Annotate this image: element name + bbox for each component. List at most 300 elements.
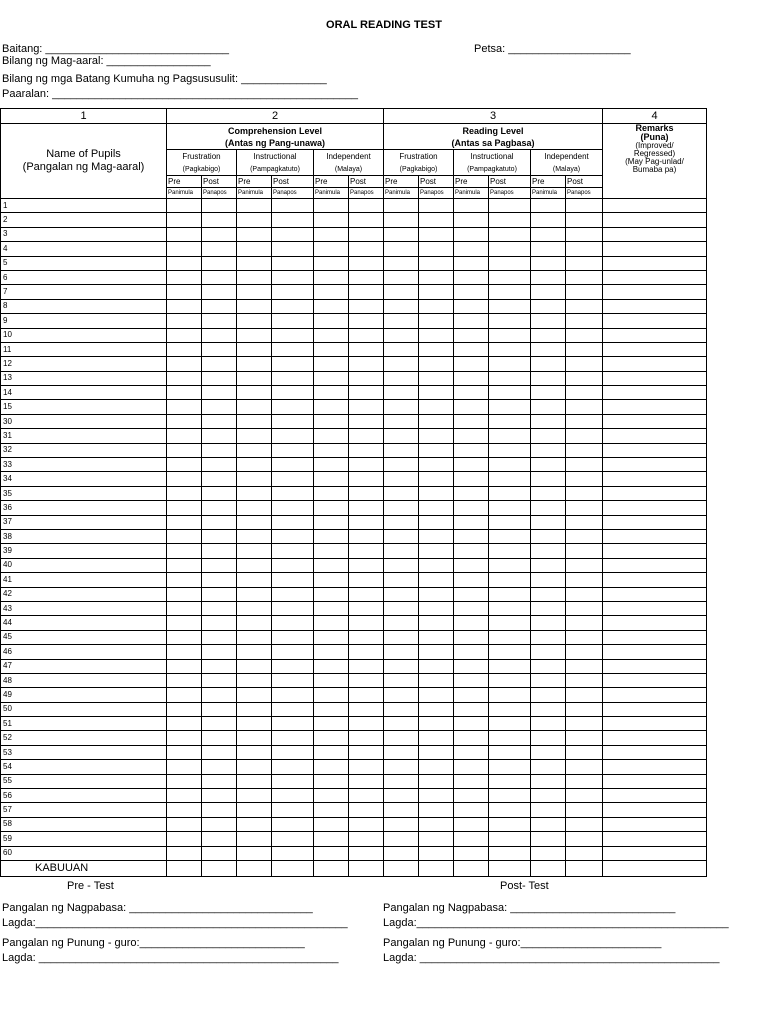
score-cell[interactable]	[237, 645, 272, 659]
total-cell[interactable]	[349, 860, 384, 876]
total-cell[interactable]	[566, 860, 603, 876]
score-cell[interactable]	[272, 443, 314, 457]
total-cell[interactable]	[272, 860, 314, 876]
total-cell[interactable]	[167, 860, 202, 876]
score-cell[interactable]	[489, 515, 531, 529]
score-cell[interactable]	[489, 601, 531, 615]
score-cell[interactable]	[384, 199, 419, 213]
score-cell[interactable]	[566, 414, 603, 428]
score-cell[interactable]	[566, 242, 603, 256]
score-cell[interactable]	[566, 429, 603, 443]
score-cell[interactable]	[384, 400, 419, 414]
score-cell[interactable]	[237, 357, 272, 371]
pre-nagpabasa-field[interactable]: Pangalan ng Nagpabasa: ______________________________	[2, 902, 313, 914]
score-cell[interactable]	[202, 745, 237, 759]
score-cell[interactable]	[349, 256, 384, 270]
score-cell[interactable]	[454, 601, 489, 615]
score-cell[interactable]	[314, 731, 349, 745]
score-cell[interactable]	[419, 587, 454, 601]
score-cell[interactable]	[384, 256, 419, 270]
score-cell[interactable]	[419, 472, 454, 486]
score-cell[interactable]	[237, 673, 272, 687]
score-cell[interactable]	[237, 386, 272, 400]
score-cell[interactable]	[349, 846, 384, 860]
score-cell[interactable]	[454, 256, 489, 270]
score-cell[interactable]	[167, 386, 202, 400]
score-cell[interactable]	[202, 414, 237, 428]
score-cell[interactable]	[531, 774, 566, 788]
score-cell[interactable]	[272, 386, 314, 400]
score-cell[interactable]	[454, 573, 489, 587]
score-cell[interactable]	[566, 472, 603, 486]
score-cell[interactable]	[384, 774, 419, 788]
score-cell[interactable]	[314, 357, 349, 371]
score-cell[interactable]	[237, 544, 272, 558]
score-cell[interactable]	[419, 285, 454, 299]
score-cell[interactable]	[272, 645, 314, 659]
score-cell[interactable]	[272, 285, 314, 299]
score-cell[interactable]	[531, 199, 566, 213]
score-cell[interactable]	[603, 630, 707, 644]
score-cell[interactable]	[167, 270, 202, 284]
score-cell[interactable]	[489, 213, 531, 227]
score-cell[interactable]	[603, 199, 707, 213]
score-cell[interactable]	[167, 745, 202, 759]
score-cell[interactable]	[489, 803, 531, 817]
score-cell[interactable]	[489, 702, 531, 716]
score-cell[interactable]	[349, 659, 384, 673]
score-cell[interactable]	[237, 846, 272, 860]
score-cell[interactable]	[454, 774, 489, 788]
score-cell[interactable]	[349, 472, 384, 486]
score-cell[interactable]	[314, 400, 349, 414]
score-cell[interactable]	[349, 774, 384, 788]
score-cell[interactable]	[419, 673, 454, 687]
score-cell[interactable]	[419, 803, 454, 817]
score-cell[interactable]	[167, 630, 202, 644]
score-cell[interactable]	[202, 342, 237, 356]
score-cell[interactable]	[349, 486, 384, 500]
total-cell[interactable]	[237, 860, 272, 876]
score-cell[interactable]	[419, 717, 454, 731]
score-cell[interactable]	[384, 645, 419, 659]
post-lagda-guro-field[interactable]: Lagda: _________________________________________________	[383, 952, 720, 964]
score-cell[interactable]	[384, 386, 419, 400]
score-cell[interactable]	[237, 299, 272, 313]
score-cell[interactable]	[349, 587, 384, 601]
score-cell[interactable]	[566, 688, 603, 702]
score-cell[interactable]	[349, 515, 384, 529]
score-cell[interactable]	[419, 414, 454, 428]
score-cell[interactable]	[454, 213, 489, 227]
score-cell[interactable]	[349, 429, 384, 443]
score-cell[interactable]	[349, 544, 384, 558]
score-cell[interactable]	[454, 717, 489, 731]
score-cell[interactable]	[419, 702, 454, 716]
score-cell[interactable]	[603, 242, 707, 256]
score-cell[interactable]	[349, 702, 384, 716]
score-cell[interactable]	[314, 414, 349, 428]
score-cell[interactable]	[489, 544, 531, 558]
score-cell[interactable]	[384, 342, 419, 356]
score-cell[interactable]	[272, 774, 314, 788]
score-cell[interactable]	[202, 529, 237, 543]
score-cell[interactable]	[384, 745, 419, 759]
score-cell[interactable]	[202, 357, 237, 371]
score-cell[interactable]	[531, 486, 566, 500]
score-cell[interactable]	[202, 789, 237, 803]
score-cell[interactable]	[349, 242, 384, 256]
score-cell[interactable]	[566, 199, 603, 213]
score-cell[interactable]	[349, 630, 384, 644]
score-cell[interactable]	[237, 529, 272, 543]
score-cell[interactable]	[566, 400, 603, 414]
score-cell[interactable]	[349, 558, 384, 572]
score-cell[interactable]	[237, 400, 272, 414]
score-cell[interactable]	[489, 299, 531, 313]
score-cell[interactable]	[566, 501, 603, 515]
score-cell[interactable]	[202, 731, 237, 745]
score-cell[interactable]	[349, 745, 384, 759]
score-cell[interactable]	[349, 645, 384, 659]
score-cell[interactable]	[237, 717, 272, 731]
score-cell[interactable]	[603, 429, 707, 443]
score-cell[interactable]	[202, 213, 237, 227]
score-cell[interactable]	[314, 227, 349, 241]
score-cell[interactable]	[202, 270, 237, 284]
score-cell[interactable]	[384, 587, 419, 601]
score-cell[interactable]	[454, 414, 489, 428]
score-cell[interactable]	[566, 702, 603, 716]
score-cell[interactable]	[603, 213, 707, 227]
score-cell[interactable]	[454, 529, 489, 543]
score-cell[interactable]	[531, 616, 566, 630]
score-cell[interactable]	[454, 630, 489, 644]
score-cell[interactable]	[489, 486, 531, 500]
score-cell[interactable]	[603, 472, 707, 486]
score-cell[interactable]	[419, 745, 454, 759]
score-cell[interactable]	[454, 328, 489, 342]
score-cell[interactable]	[384, 242, 419, 256]
score-cell[interactable]	[272, 400, 314, 414]
score-cell[interactable]	[384, 443, 419, 457]
score-cell[interactable]	[603, 745, 707, 759]
score-cell[interactable]	[603, 371, 707, 385]
score-cell[interactable]	[272, 731, 314, 745]
score-cell[interactable]	[489, 443, 531, 457]
score-cell[interactable]	[314, 645, 349, 659]
score-cell[interactable]	[531, 846, 566, 860]
score-cell[interactable]	[272, 702, 314, 716]
score-cell[interactable]	[202, 573, 237, 587]
score-cell[interactable]	[272, 242, 314, 256]
score-cell[interactable]	[237, 486, 272, 500]
score-cell[interactable]	[167, 227, 202, 241]
score-cell[interactable]	[167, 400, 202, 414]
score-cell[interactable]	[603, 789, 707, 803]
score-cell[interactable]	[566, 328, 603, 342]
score-cell[interactable]	[384, 270, 419, 284]
score-cell[interactable]	[272, 357, 314, 371]
score-cell[interactable]	[202, 328, 237, 342]
score-cell[interactable]	[237, 458, 272, 472]
score-cell[interactable]	[489, 458, 531, 472]
score-cell[interactable]	[202, 458, 237, 472]
score-cell[interactable]	[419, 458, 454, 472]
score-cell[interactable]	[531, 702, 566, 716]
score-cell[interactable]	[454, 846, 489, 860]
score-cell[interactable]	[384, 731, 419, 745]
score-cell[interactable]	[349, 688, 384, 702]
score-cell[interactable]	[566, 515, 603, 529]
score-cell[interactable]	[603, 760, 707, 774]
bilang-kumuha-field[interactable]: Bilang ng mga Batang Kumuha ng Pagsususulit: ______________	[2, 73, 327, 85]
score-cell[interactable]	[419, 256, 454, 270]
score-cell[interactable]	[454, 270, 489, 284]
score-cell[interactable]	[566, 443, 603, 457]
score-cell[interactable]	[272, 573, 314, 587]
score-cell[interactable]	[454, 702, 489, 716]
score-cell[interactable]	[566, 645, 603, 659]
score-cell[interactable]	[314, 544, 349, 558]
score-cell[interactable]	[349, 299, 384, 313]
score-cell[interactable]	[454, 199, 489, 213]
score-cell[interactable]	[603, 544, 707, 558]
score-cell[interactable]	[454, 458, 489, 472]
score-cell[interactable]	[349, 314, 384, 328]
score-cell[interactable]	[419, 270, 454, 284]
score-cell[interactable]	[237, 227, 272, 241]
score-cell[interactable]	[531, 688, 566, 702]
score-cell[interactable]	[349, 357, 384, 371]
score-cell[interactable]	[454, 558, 489, 572]
score-cell[interactable]	[384, 429, 419, 443]
score-cell[interactable]	[314, 587, 349, 601]
score-cell[interactable]	[531, 817, 566, 831]
score-cell[interactable]	[489, 342, 531, 356]
score-cell[interactable]	[167, 486, 202, 500]
score-cell[interactable]	[167, 472, 202, 486]
score-cell[interactable]	[384, 515, 419, 529]
score-cell[interactable]	[603, 357, 707, 371]
score-cell[interactable]	[531, 285, 566, 299]
score-cell[interactable]	[202, 227, 237, 241]
score-cell[interactable]	[419, 299, 454, 313]
score-cell[interactable]	[454, 731, 489, 745]
total-cell[interactable]	[419, 860, 454, 876]
score-cell[interactable]	[314, 717, 349, 731]
score-cell[interactable]	[349, 400, 384, 414]
score-cell[interactable]	[314, 702, 349, 716]
score-cell[interactable]	[603, 256, 707, 270]
score-cell[interactable]	[272, 601, 314, 615]
score-cell[interactable]	[603, 400, 707, 414]
score-cell[interactable]	[489, 745, 531, 759]
score-cell[interactable]	[272, 486, 314, 500]
score-cell[interactable]	[603, 774, 707, 788]
score-cell[interactable]	[603, 414, 707, 428]
score-cell[interactable]	[314, 760, 349, 774]
score-cell[interactable]	[349, 616, 384, 630]
score-cell[interactable]	[566, 573, 603, 587]
score-cell[interactable]	[202, 558, 237, 572]
score-cell[interactable]	[454, 357, 489, 371]
score-cell[interactable]	[603, 501, 707, 515]
score-cell[interactable]	[314, 486, 349, 500]
score-cell[interactable]	[489, 199, 531, 213]
score-cell[interactable]	[314, 789, 349, 803]
score-cell[interactable]	[603, 285, 707, 299]
score-cell[interactable]	[349, 731, 384, 745]
score-cell[interactable]	[489, 832, 531, 846]
score-cell[interactable]	[603, 817, 707, 831]
score-cell[interactable]	[167, 443, 202, 457]
score-cell[interactable]	[272, 270, 314, 284]
score-cell[interactable]	[566, 673, 603, 687]
score-cell[interactable]	[566, 458, 603, 472]
score-cell[interactable]	[202, 544, 237, 558]
score-cell[interactable]	[314, 443, 349, 457]
score-cell[interactable]	[202, 429, 237, 443]
score-cell[interactable]	[167, 371, 202, 385]
score-cell[interactable]	[314, 832, 349, 846]
score-cell[interactable]	[349, 227, 384, 241]
pre-punung-guro-field[interactable]: Pangalan ng Punung - guro:___________________________	[2, 937, 305, 949]
score-cell[interactable]	[454, 515, 489, 529]
score-cell[interactable]	[489, 673, 531, 687]
score-cell[interactable]	[202, 630, 237, 644]
score-cell[interactable]	[349, 673, 384, 687]
score-cell[interactable]	[384, 760, 419, 774]
score-cell[interactable]	[566, 817, 603, 831]
score-cell[interactable]	[454, 688, 489, 702]
score-cell[interactable]	[384, 299, 419, 313]
score-cell[interactable]	[349, 832, 384, 846]
score-cell[interactable]	[419, 314, 454, 328]
score-cell[interactable]	[454, 789, 489, 803]
score-cell[interactable]	[531, 558, 566, 572]
score-cell[interactable]	[272, 314, 314, 328]
score-cell[interactable]	[237, 745, 272, 759]
score-cell[interactable]	[454, 429, 489, 443]
score-cell[interactable]	[419, 242, 454, 256]
score-cell[interactable]	[419, 832, 454, 846]
score-cell[interactable]	[566, 587, 603, 601]
score-cell[interactable]	[167, 558, 202, 572]
score-cell[interactable]	[566, 789, 603, 803]
score-cell[interactable]	[531, 299, 566, 313]
total-cell[interactable]	[489, 860, 531, 876]
score-cell[interactable]	[566, 544, 603, 558]
score-cell[interactable]	[272, 515, 314, 529]
score-cell[interactable]	[237, 515, 272, 529]
score-cell[interactable]	[272, 673, 314, 687]
score-cell[interactable]	[272, 630, 314, 644]
score-cell[interactable]	[566, 846, 603, 860]
score-cell[interactable]	[202, 486, 237, 500]
score-cell[interactable]	[202, 199, 237, 213]
score-cell[interactable]	[167, 731, 202, 745]
score-cell[interactable]	[531, 314, 566, 328]
score-cell[interactable]	[202, 659, 237, 673]
score-cell[interactable]	[349, 789, 384, 803]
score-cell[interactable]	[566, 314, 603, 328]
score-cell[interactable]	[489, 371, 531, 385]
score-cell[interactable]	[419, 529, 454, 543]
score-cell[interactable]	[489, 357, 531, 371]
score-cell[interactable]	[566, 213, 603, 227]
score-cell[interactable]	[489, 731, 531, 745]
score-cell[interactable]	[314, 386, 349, 400]
score-cell[interactable]	[489, 242, 531, 256]
score-cell[interactable]	[314, 774, 349, 788]
score-cell[interactable]	[566, 659, 603, 673]
score-cell[interactable]	[202, 846, 237, 860]
score-cell[interactable]	[167, 342, 202, 356]
score-cell[interactable]	[531, 760, 566, 774]
score-cell[interactable]	[489, 846, 531, 860]
score-cell[interactable]	[167, 832, 202, 846]
score-cell[interactable]	[419, 774, 454, 788]
score-cell[interactable]	[202, 501, 237, 515]
score-cell[interactable]	[314, 616, 349, 630]
score-cell[interactable]	[384, 573, 419, 587]
score-cell[interactable]	[237, 601, 272, 615]
score-cell[interactable]	[566, 342, 603, 356]
score-cell[interactable]	[531, 630, 566, 644]
score-cell[interactable]	[349, 717, 384, 731]
score-cell[interactable]	[272, 544, 314, 558]
score-cell[interactable]	[419, 573, 454, 587]
paaralan-field[interactable]: Paaralan: __________________________________________________	[2, 88, 359, 100]
score-cell[interactable]	[237, 199, 272, 213]
score-cell[interactable]	[314, 299, 349, 313]
score-cell[interactable]	[489, 558, 531, 572]
score-cell[interactable]	[384, 314, 419, 328]
score-cell[interactable]	[314, 673, 349, 687]
score-cell[interactable]	[167, 529, 202, 543]
score-cell[interactable]	[419, 199, 454, 213]
score-cell[interactable]	[531, 515, 566, 529]
score-cell[interactable]	[237, 285, 272, 299]
score-cell[interactable]	[167, 256, 202, 270]
score-cell[interactable]	[237, 789, 272, 803]
score-cell[interactable]	[489, 573, 531, 587]
score-cell[interactable]	[314, 501, 349, 515]
score-cell[interactable]	[167, 846, 202, 860]
score-cell[interactable]	[603, 314, 707, 328]
pre-lagda-field[interactable]: Lagda:___________________________________________________	[2, 917, 348, 929]
score-cell[interactable]	[489, 414, 531, 428]
score-cell[interactable]	[419, 558, 454, 572]
score-cell[interactable]	[167, 458, 202, 472]
score-cell[interactable]	[419, 357, 454, 371]
score-cell[interactable]	[531, 256, 566, 270]
score-cell[interactable]	[489, 789, 531, 803]
score-cell[interactable]	[384, 659, 419, 673]
score-cell[interactable]	[237, 429, 272, 443]
score-cell[interactable]	[603, 328, 707, 342]
post-nagpabasa-field[interactable]: Pangalan ng Nagpabasa: ___________________________	[383, 902, 676, 914]
petsa-field[interactable]: Petsa: ____________________	[474, 43, 631, 55]
score-cell[interactable]	[566, 616, 603, 630]
score-cell[interactable]	[272, 501, 314, 515]
score-cell[interactable]	[566, 299, 603, 313]
score-cell[interactable]	[314, 688, 349, 702]
score-cell[interactable]	[489, 645, 531, 659]
score-cell[interactable]	[531, 472, 566, 486]
score-cell[interactable]	[603, 443, 707, 457]
